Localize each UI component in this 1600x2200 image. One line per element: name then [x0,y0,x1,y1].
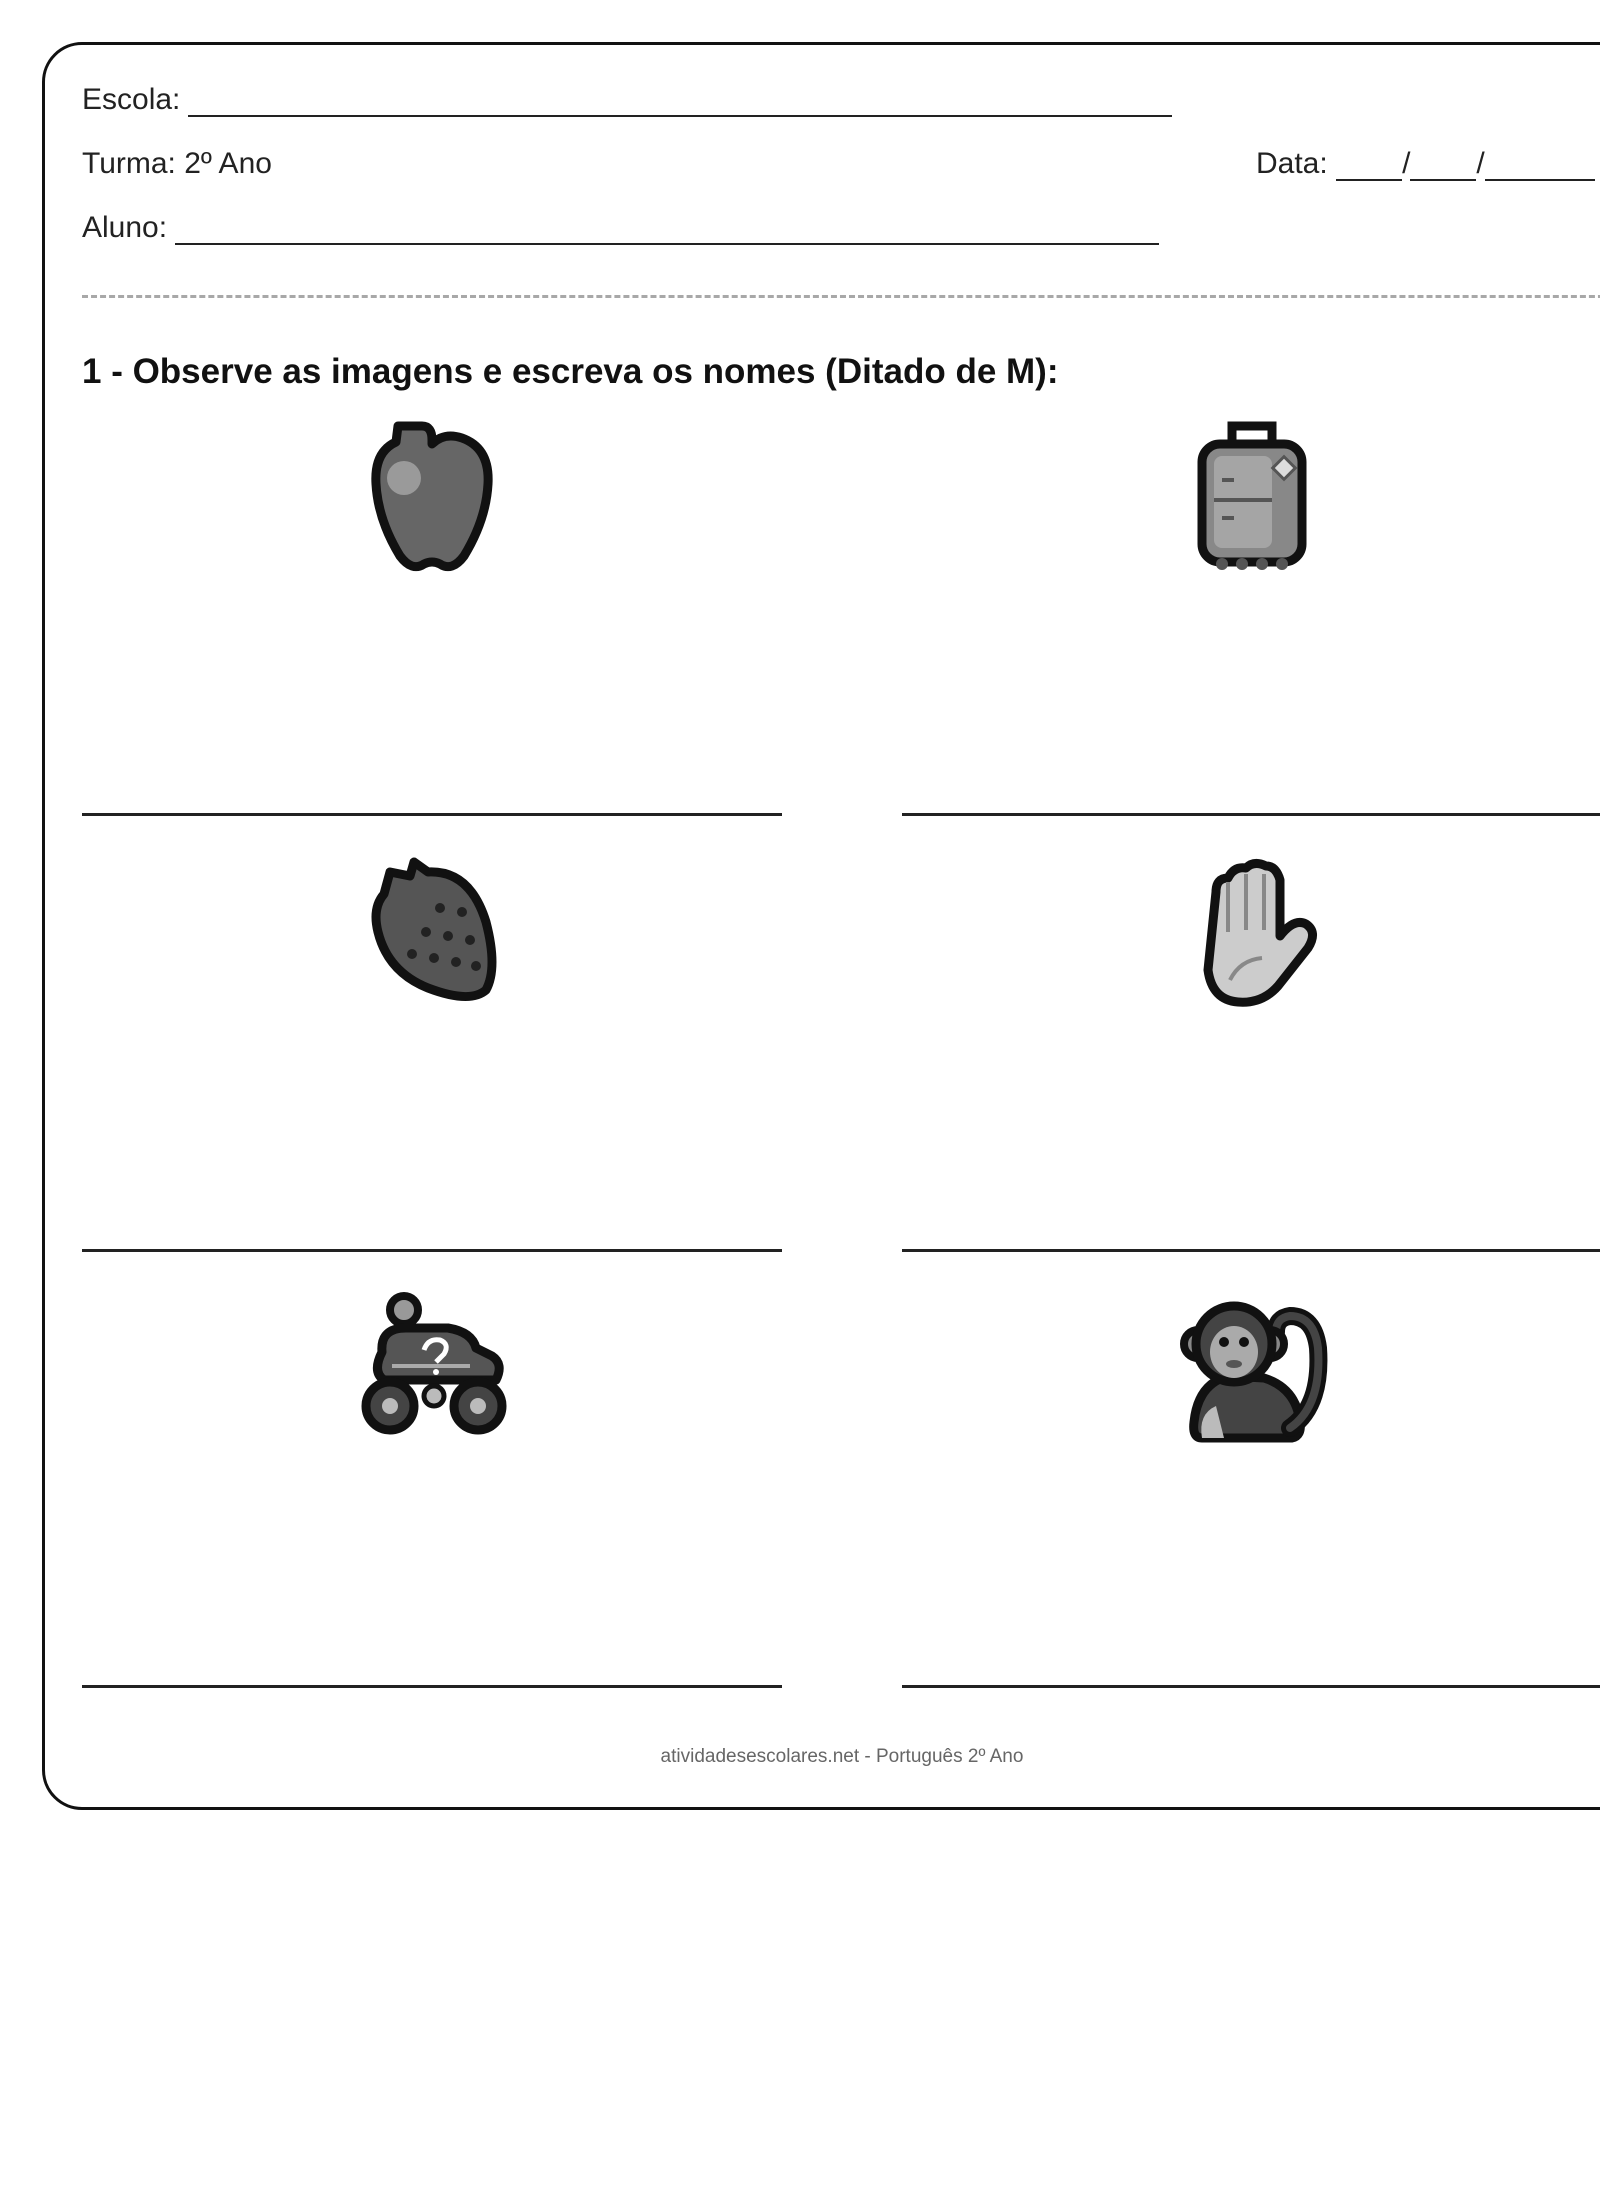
item-apple [82,416,782,816]
date-separator: / [1476,147,1485,180]
class-label: Turma: 2º Ano [82,147,272,180]
date-year-blank[interactable] [1485,147,1595,181]
suitcase-icon [1172,416,1332,576]
answer-line[interactable] [82,813,782,816]
student-field[interactable] [82,211,1159,245]
item-hand [902,852,1600,1252]
student-label: Aluno: [82,211,168,244]
strawberry-icon [352,852,512,1012]
answer-line[interactable] [902,1685,1600,1688]
date-separator: / [1402,147,1411,180]
item-strawberry [82,852,782,1252]
answer-line[interactable] [902,813,1600,816]
answer-line[interactable] [902,1249,1600,1252]
question-title: 1 - Observe as imagens e escreva os nomes (Ditado de M): [82,352,1059,391]
item-motorcycle [82,1288,782,1688]
student-blank-line[interactable] [175,211,1159,245]
item-monkey [902,1288,1600,1688]
school-label: Escola: [82,83,181,116]
apple-icon [352,416,512,576]
monkey-icon [1172,1288,1332,1448]
footer-credit: atividadesescolares.net - Português 2º Ano [660,1746,1024,1767]
hand-icon [1172,852,1332,1012]
date-month-blank[interactable] [1410,147,1476,181]
answer-line[interactable] [82,1685,782,1688]
school-field[interactable] [82,83,1172,117]
answer-line[interactable] [82,1249,782,1252]
school-blank-line[interactable] [188,83,1172,117]
item-suitcase [902,416,1600,816]
date-field[interactable] [1256,147,1595,181]
header-divider [82,295,1600,298]
date-label: Data: [1256,147,1328,180]
date-day-blank[interactable] [1336,147,1402,181]
motorcycle-rider-icon [352,1288,512,1448]
